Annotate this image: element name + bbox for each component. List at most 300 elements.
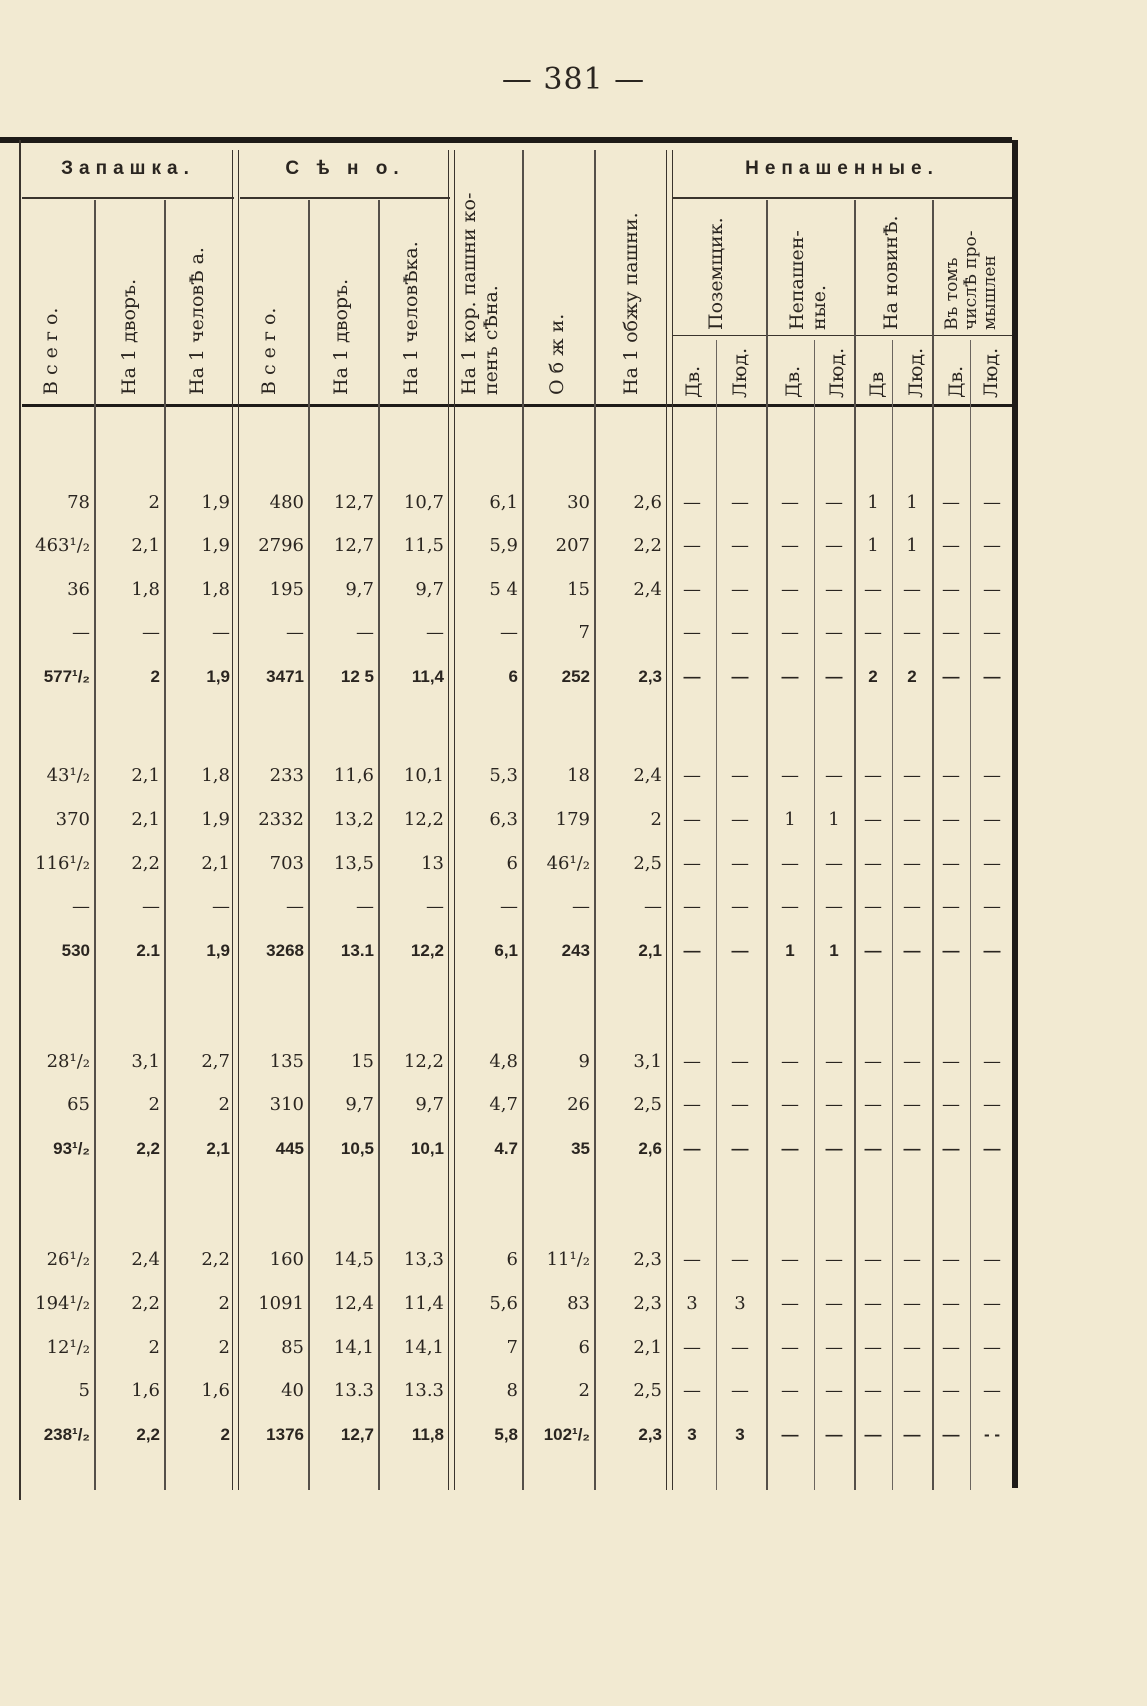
table-cell: 2	[148, 1094, 160, 1115]
table-cell: —	[731, 1249, 749, 1270]
table-cell: 12,7	[340, 1425, 374, 1444]
table-cell: —	[983, 896, 1001, 917]
table-cell: 1091	[258, 1293, 304, 1314]
table-cell: —	[864, 765, 882, 786]
table-cell: —	[825, 853, 843, 874]
table-cell: 5 4	[489, 579, 518, 600]
table-cell: 310	[269, 1094, 304, 1115]
table-cell: —	[983, 809, 1001, 830]
table-cell: —	[500, 896, 518, 917]
col-sep-thin	[716, 340, 717, 1490]
table-cell: —	[942, 1337, 960, 1358]
table-cell: 6	[506, 1249, 518, 1270]
table-cell: —	[781, 1380, 799, 1401]
table-cell: —	[286, 622, 304, 643]
table-cell: —	[983, 1051, 1001, 1072]
table-cell: —	[825, 1425, 843, 1444]
table-cell: 13	[421, 853, 444, 874]
table-cell: 12,2	[403, 1051, 444, 1072]
table-cell: —	[683, 1380, 701, 1401]
table-cell: 13.3	[403, 1380, 444, 1401]
table-cell: —	[942, 941, 960, 960]
table-cell: 2,3	[638, 1425, 662, 1444]
table-cell: —	[903, 1380, 921, 1401]
table-cell: —	[942, 1249, 960, 1270]
col-head-na1dvor-zapashka: На 1 дворъ.	[118, 278, 140, 395]
table-cell: —	[864, 1425, 882, 1444]
table-cell: 1,8	[201, 579, 230, 600]
table-cell: 2,2	[131, 853, 160, 874]
table-cell: —	[864, 1337, 882, 1358]
table-cell: —	[683, 622, 701, 643]
table-cell: —	[942, 535, 960, 556]
table-cell: 1,9	[201, 535, 230, 556]
table-cell: 11,4	[411, 667, 444, 686]
table-cell: 243	[561, 941, 590, 960]
table-cell: 11,5	[403, 535, 444, 556]
table-cell: —	[142, 896, 160, 917]
table-cell: —	[864, 896, 882, 917]
table-cell: —	[426, 622, 444, 643]
table-cell: —	[983, 1249, 1001, 1270]
table-cell: 2	[650, 809, 662, 830]
table-cell: 207	[555, 535, 590, 556]
table-cell: 30	[567, 492, 590, 513]
table-cell: —	[781, 622, 799, 643]
table-cell: —	[903, 1094, 921, 1115]
col-head-vsego-zapashka: В с е г о.	[40, 307, 62, 395]
table-cell: 463¹/₂	[35, 535, 90, 556]
table-cell: 1,9	[206, 667, 230, 686]
table-cell: 18	[567, 765, 590, 786]
subgroup-nepashen: Непашен- ные.	[786, 230, 830, 330]
table-cell: —	[781, 1249, 799, 1270]
table-cell: 13,2	[333, 809, 374, 830]
header-rule-seno	[240, 197, 450, 199]
table-cell: —	[142, 622, 160, 643]
table-cell: 8	[506, 1380, 518, 1401]
table-cell: 577¹/₂	[43, 667, 90, 686]
table-cell: —	[942, 622, 960, 643]
table-cell: —	[942, 1293, 960, 1314]
table-cell: 2,1	[206, 1139, 230, 1158]
table-cell: 2,6	[638, 1139, 662, 1158]
table-cell: 2,4	[131, 1249, 160, 1270]
table-cell: 11¹/₂	[546, 1249, 590, 1270]
table-cell: 2.1	[136, 941, 160, 960]
table-cell: 179	[555, 809, 590, 830]
table-cell: 83	[567, 1293, 590, 1314]
table-cell: —	[286, 896, 304, 917]
header-rule-zapashka	[22, 197, 234, 199]
table-cell: —	[983, 535, 1001, 556]
subhead-dv-1: Дв.	[682, 365, 704, 398]
table-cell: 12 5	[340, 667, 374, 686]
col-head-na1kor: На 1 кор. пашни ко- пенъ сѢна.	[458, 192, 502, 395]
col-head-na1chel-seno: На 1 человѢка.	[400, 241, 422, 395]
subhead-dv-2: Дв.	[782, 365, 804, 398]
table-cell: 703	[269, 853, 304, 874]
table-cell: —	[212, 622, 230, 643]
table-cell: —	[903, 1425, 921, 1444]
table-cell: 14,5	[333, 1249, 374, 1270]
table-cell: 12,4	[333, 1293, 374, 1314]
col-head-obzhi: О б ж и.	[546, 313, 568, 395]
table-cell: —	[825, 535, 843, 556]
table-cell: 1,8	[131, 579, 160, 600]
table-cell: 445	[275, 1139, 304, 1158]
table-cell: —	[825, 896, 843, 917]
table-cell: —	[903, 896, 921, 917]
table-cell: 2,3	[633, 1249, 662, 1270]
table-cell: 7	[578, 622, 590, 643]
table-cell: —	[983, 492, 1001, 513]
table-cell: 12,7	[333, 535, 374, 556]
table-cell: 116¹/₂	[35, 853, 90, 874]
table-cell: —	[683, 809, 701, 830]
subgroup-vtomchisle: Въ томъ числѢ про- мышлен	[942, 230, 1000, 330]
subgroup-pozemshchik: Поземщик.	[705, 217, 727, 330]
table-cell: —	[572, 896, 590, 917]
table-cell: 2	[148, 1337, 160, 1358]
table-cell: —	[683, 1094, 701, 1115]
table-cell: —	[942, 492, 960, 513]
table-cell: 3	[687, 1425, 697, 1444]
table-cell: —	[781, 1293, 799, 1314]
table-cell: —	[825, 622, 843, 643]
table-cell: —	[731, 535, 749, 556]
table-cell: —	[903, 809, 921, 830]
table-cell: 2,5	[633, 1094, 662, 1115]
header-bottom-rule	[22, 404, 1012, 407]
table-cell: 1	[867, 492, 879, 513]
table-cell: —	[942, 1139, 960, 1158]
table-cell: —	[983, 622, 1001, 643]
table-cell: 13.1	[340, 941, 374, 960]
table-cell: —	[731, 1337, 749, 1358]
table-cell: 4,8	[489, 1051, 518, 1072]
subhead-dv-3: Дв	[866, 371, 888, 398]
table-cell: —	[356, 622, 374, 643]
table-cell: 2,2	[201, 1249, 230, 1270]
table-cell: 3	[686, 1293, 698, 1314]
table-cell: 14,1	[403, 1337, 444, 1358]
table-cell: 2,5	[633, 1380, 662, 1401]
table-cell: 9,7	[345, 579, 374, 600]
table-cell: 1	[785, 941, 795, 960]
table-cell: 11,8	[411, 1425, 444, 1444]
table-cell: 2,1	[131, 809, 160, 830]
table-cell: —	[683, 535, 701, 556]
table-cell: —	[356, 896, 374, 917]
table-cell: —	[903, 1337, 921, 1358]
table-cell: —	[781, 492, 799, 513]
table-cell: 9,7	[415, 1094, 444, 1115]
table-cell: 13,5	[333, 853, 374, 874]
table-cell: —	[731, 941, 749, 960]
table-cell: 26	[567, 1094, 590, 1115]
table-cell: —	[781, 1139, 799, 1158]
table-cell: 530	[61, 941, 90, 960]
table-cell: —	[731, 809, 749, 830]
table-cell: —	[864, 579, 882, 600]
table-cell: —	[825, 1139, 843, 1158]
table-cell: —	[72, 622, 90, 643]
table-cell: 11,6	[333, 765, 374, 786]
table-cell: —	[683, 1051, 701, 1072]
table-cell: 2,1	[633, 1337, 662, 1358]
subgroup-nanovine: На новинѢ.	[880, 215, 902, 330]
table-cell: 2,4	[633, 765, 662, 786]
top-rule	[0, 137, 1012, 143]
table-cell: 65	[67, 1094, 90, 1115]
table-cell: —	[212, 896, 230, 917]
table-cell: —	[683, 492, 701, 513]
table-cell: 9	[578, 1051, 590, 1072]
table-cell: 195	[269, 579, 304, 600]
table-cell: 6	[506, 853, 518, 874]
table-cell: 5,6	[489, 1293, 518, 1314]
table-cell: —	[781, 1337, 799, 1358]
table-cell: —	[683, 579, 701, 600]
table-cell: —	[731, 667, 749, 686]
table-cell: 2,3	[633, 1293, 662, 1314]
table-cell: —	[683, 765, 701, 786]
table-cell: —	[825, 765, 843, 786]
table-cell: —	[942, 765, 960, 786]
table-cell: 2,4	[633, 579, 662, 600]
table-cell: 12,2	[410, 941, 444, 960]
table-cell: —	[903, 1139, 921, 1158]
table-cell: —	[983, 1139, 1001, 1158]
table-cell: 6	[508, 667, 518, 686]
table-cell: —	[942, 1094, 960, 1115]
table-cell: 1	[784, 809, 796, 830]
table-cell: —	[72, 896, 90, 917]
table-cell: 2,1	[638, 941, 662, 960]
header-rule-nepashennye	[672, 197, 1012, 199]
table-cell: 6	[578, 1337, 590, 1358]
table-cell: 194¹/₂	[35, 1293, 90, 1314]
table-cell: 2	[868, 667, 878, 686]
table-cell: 1	[867, 535, 879, 556]
table-cell: 3471	[266, 667, 304, 686]
table-cell: —	[903, 765, 921, 786]
table-cell: —	[864, 1380, 882, 1401]
table-cell: 78	[67, 492, 90, 513]
table-cell: 35	[571, 1139, 590, 1158]
table-cell: - -	[983, 1425, 1001, 1444]
table-cell: —	[781, 1051, 799, 1072]
page-number: — 381 —	[501, 62, 646, 97]
table-cell: —	[825, 579, 843, 600]
table-cell: —	[864, 1293, 882, 1314]
table-cell: —	[942, 853, 960, 874]
table-cell: —	[781, 1094, 799, 1115]
table-cell: 85	[281, 1337, 304, 1358]
table-cell: 9,7	[345, 1094, 374, 1115]
table-cell: —	[683, 1249, 701, 1270]
table-cell: 2	[218, 1293, 230, 1314]
table-cell: —	[864, 1051, 882, 1072]
table-cell: 2,6	[633, 492, 662, 513]
table-cell: —	[781, 1425, 799, 1444]
table-cell: —	[903, 1293, 921, 1314]
table-cell: 5,9	[489, 535, 518, 556]
table-cell: —	[825, 1249, 843, 1270]
table-cell: 2,2	[131, 1293, 160, 1314]
table-cell: 1,9	[201, 809, 230, 830]
table-cell: 1,8	[201, 765, 230, 786]
table-cell: —	[731, 579, 749, 600]
table-cell	[590, 618, 662, 648]
table-cell: 15	[567, 579, 590, 600]
table-cell: —	[781, 667, 799, 686]
table-cell: 2,2	[136, 1425, 160, 1444]
table-cell: 135	[269, 1051, 304, 1072]
table-cell: 2	[218, 1337, 230, 1358]
table-cell: 15	[351, 1051, 374, 1072]
table-cell: 10,7	[403, 492, 444, 513]
table-cell: —	[942, 1380, 960, 1401]
table-cell: 9,7	[415, 579, 444, 600]
table-cell: —	[983, 1293, 1001, 1314]
table-cell: 1,6	[131, 1380, 160, 1401]
table-cell: 2332	[258, 809, 304, 830]
col-head-na1obzhu: На 1 обжу пашни.	[620, 212, 642, 395]
table-cell: —	[683, 941, 701, 960]
table-cell: —	[825, 492, 843, 513]
table-cell: 6,1	[489, 492, 518, 513]
table-cell: —	[731, 1380, 749, 1401]
table-cell: —	[983, 1380, 1001, 1401]
table-cell: —	[903, 941, 921, 960]
table-cell: 1376	[266, 1425, 304, 1444]
table-cell: —	[942, 1051, 960, 1072]
table-cell: —	[864, 853, 882, 874]
table-cell: 6,3	[489, 809, 518, 830]
table-cell: 13.3	[333, 1380, 374, 1401]
table-cell: 1,9	[206, 941, 230, 960]
table-cell: 2	[150, 667, 160, 686]
table-cell: —	[500, 622, 518, 643]
table-cell: —	[683, 896, 701, 917]
subhead-dv-4: Дв.	[945, 365, 967, 398]
table-cell: 102¹/₂	[543, 1425, 590, 1444]
table-cell: 2,1	[201, 853, 230, 874]
table-cell: 2,2	[136, 1139, 160, 1158]
table-cell: —	[644, 896, 662, 917]
table-cell: —	[781, 853, 799, 874]
table-cell: 1,9	[201, 492, 230, 513]
table-cell: —	[942, 667, 960, 686]
table-cell: —	[864, 1139, 882, 1158]
table-cell: 2,2	[633, 535, 662, 556]
table-cell: —	[731, 622, 749, 643]
table-cell: 1,6	[201, 1380, 230, 1401]
table-cell: 1	[906, 535, 918, 556]
table-cell: 36	[67, 579, 90, 600]
table-cell: 12,2	[403, 809, 444, 830]
table-cell: —	[983, 1094, 1001, 1115]
table-cell: —	[864, 1094, 882, 1115]
table-cell: 43¹/₂	[46, 765, 90, 786]
table-cell: —	[825, 1094, 843, 1115]
table-cell: —	[903, 853, 921, 874]
group-seno: С ѣ н о.	[285, 158, 405, 179]
table-cell: —	[825, 1380, 843, 1401]
table-cell: —	[731, 765, 749, 786]
table-cell: —	[942, 1425, 960, 1444]
table-cell: 480	[269, 492, 304, 513]
table-cell: —	[903, 622, 921, 643]
table-cell: 10,1	[410, 1139, 444, 1158]
table-cell: —	[983, 853, 1001, 874]
subhead-lyud-3: Люд.	[905, 347, 927, 398]
table-cell: —	[683, 667, 701, 686]
table-cell: —	[983, 579, 1001, 600]
table-cell: 6,1	[494, 941, 518, 960]
table-cell: 5,3	[489, 765, 518, 786]
table-cell: —	[864, 809, 882, 830]
table-cell: 2796	[258, 535, 304, 556]
table-cell: —	[983, 765, 1001, 786]
group-zapashka: Запашка.	[61, 158, 195, 179]
table-cell: —	[864, 1249, 882, 1270]
table-cell: —	[781, 765, 799, 786]
table-cell: —	[825, 1337, 843, 1358]
table-cell: 3268	[266, 941, 304, 960]
table-cell: —	[781, 896, 799, 917]
table-cell: 370	[55, 809, 90, 830]
table-cell: —	[683, 853, 701, 874]
col-head-na1dvor-seno: На 1 дворъ.	[330, 278, 352, 395]
table-cell: —	[903, 1051, 921, 1072]
table-cell: —	[903, 1249, 921, 1270]
subhead-lyud-2: Люд.	[826, 347, 848, 398]
table-cell: 10,1	[403, 765, 444, 786]
table-cell: —	[731, 1051, 749, 1072]
table-cell: —	[942, 579, 960, 600]
table-cell: —	[903, 579, 921, 600]
table-cell: 2,3	[638, 667, 662, 686]
table-cell: 1	[828, 809, 840, 830]
table-cell: —	[781, 535, 799, 556]
table-cell: —	[731, 1094, 749, 1115]
table-cell: —	[731, 896, 749, 917]
table-cell: —	[683, 1139, 701, 1158]
table-cell: 5,8	[494, 1425, 518, 1444]
table-cell: —	[825, 1051, 843, 1072]
table-cell: —	[942, 809, 960, 830]
table-cell: 3	[735, 1425, 745, 1444]
table-cell: 13,3	[403, 1249, 444, 1270]
col-head-vsego-seno: В с е г о.	[258, 307, 280, 395]
table-cell: 2	[218, 1094, 230, 1115]
table-cell: 40	[281, 1380, 304, 1401]
table-cell: 2	[907, 667, 917, 686]
table-cell: —	[983, 1337, 1001, 1358]
table-cell: 46¹/₂	[546, 853, 590, 874]
table-cell: 160	[269, 1249, 304, 1270]
table-cell: 2	[148, 492, 160, 513]
table-cell: 28¹/₂	[46, 1051, 90, 1072]
table-cell: 1	[906, 492, 918, 513]
table-cell: 4,7	[489, 1094, 518, 1115]
table-cell: 238¹/₂	[43, 1425, 90, 1444]
table-cell: —	[825, 667, 843, 686]
table-cell: —	[731, 1139, 749, 1158]
